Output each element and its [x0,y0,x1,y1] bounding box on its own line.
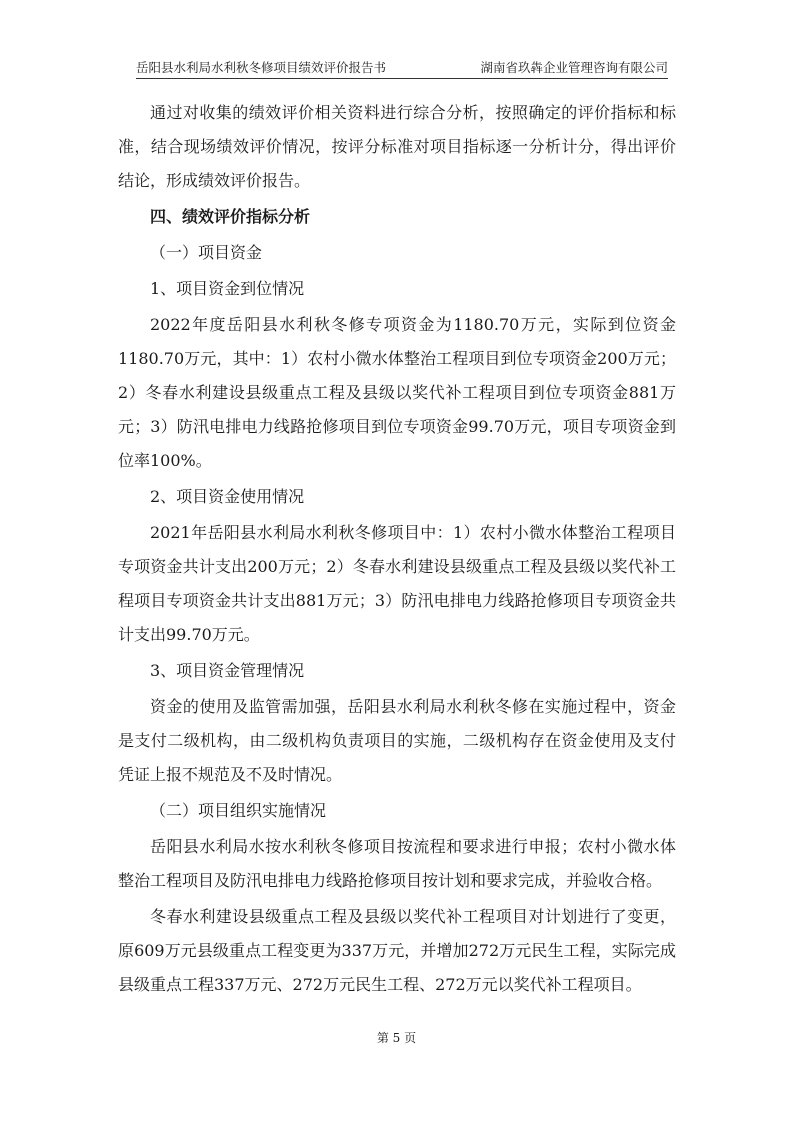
item-heading-funds-usage: 2、项目资金使用情况 [150,487,305,506]
subsection-heading-funds: （一）项目资金 [150,243,263,262]
header-report-title: 岳阳县水利局水利秋冬修项目绩效评价报告书 [136,60,387,75]
subsection-heading-implementation: （二）项目组织实施情况 [150,801,327,820]
paragraph-implementation-2: 冬春水利建设县级重点工程及县级以奖代补工程项目对计划进行了变更，原609万元县级重点工程变更为337万元，并增加272万元民生工程，实际完成县级重点工程337万元、272万元民生工程、272万元以奖代补工程项目。 [118,907,676,994]
item-heading-funds-arrival: 1、项目资金到位情况 [150,279,305,298]
document-body [118,96,676,1004]
item-heading-funds-management: 3、项目资金管理情况 [150,661,305,680]
page-number: 第 5 页 [376,1031,417,1045]
section-heading: 四、绩效评价指标分析 [150,207,311,226]
paragraph-implementation-1: 岳阳县水利局水按水利秋冬修项目按流程和要求进行申报；农村小微水体整治工程项目及防汛电排电力线路抢修项目按计划和要求完成，并验收合格。 [118,837,676,890]
page-header [136,58,668,79]
paragraph-funds-arrival: 2022年度岳阳县水利秋冬修专项资金为1180.70万元，实际到位资金1180.70万元，其中：1）农村小微水体整治工程项目到位专项资金200万元；2）冬春水利建设县级重点工程及县级以奖代补工程项目到位专项资金881万元；3）防汛电排电力线路抢修项目到位专项资金99.70万元，项目专项资金到位率100%。 [118,315,676,470]
paragraph-funds-management: 资金的使用及监管需加强，岳阳县水利局水利秋冬修在实施过程中，资金是支付二级机构，由二级机构负责项目的实施，二级机构存在资金使用及支付凭证上报不规范及不及时情况。 [118,697,676,784]
header-company-name: 湖南省玖犇企业管理咨询有限公司 [480,60,668,75]
paragraph-intro: 通过对收集的绩效评价相关资料进行综合分析，按照确定的评价指标和标准，结合现场绩效评价情况，按评分标准对项目指标逐一分析计分，得出评价结论，形成绩效评价报告。 [118,103,676,190]
paragraph-funds-usage: 2021年岳阳县水利局水利秋冬修项目中：1）农村小微水体整治工程项目专项资金共计支出200万元；2）冬春水利建设县级重点工程及县级以奖代补工程项目专项资金共计支出881万元；3）防汛电排电力线路抢修项目专项资金共计支出99.70万元。 [118,523,676,644]
